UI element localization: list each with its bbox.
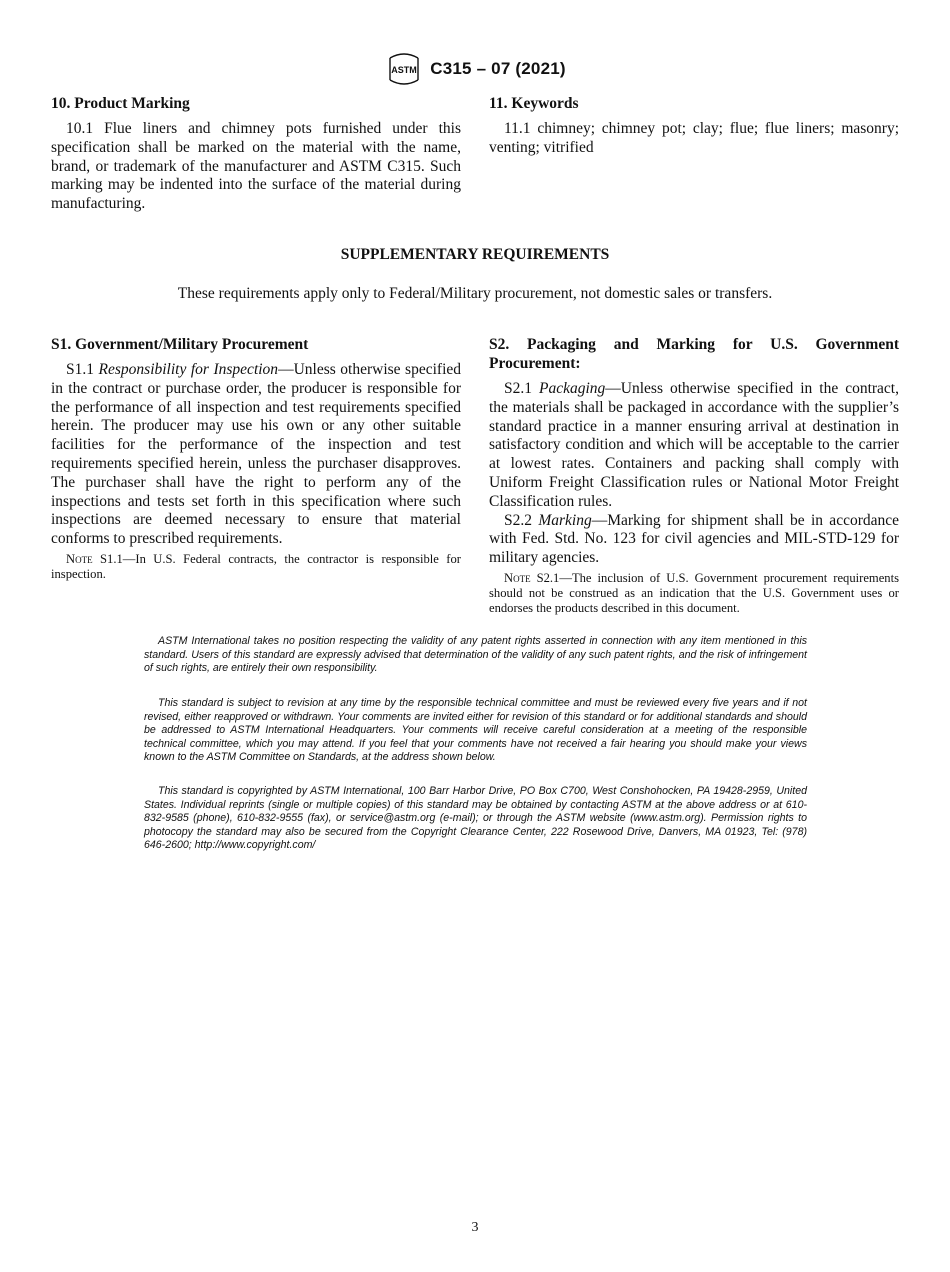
section-s2-title: S2. Packaging and Marking for U.S. Government Procurement: [489, 336, 899, 372]
note-label: Note [504, 570, 531, 585]
page-header [0, 52, 950, 91]
s2-1-number: S2.1 [504, 380, 539, 397]
section-s2-para-2 [489, 512, 899, 568]
s2-2-number: S2.2 [504, 511, 539, 529]
svg-text:ASTM: ASTM [391, 65, 417, 75]
s1-1-number: S1.1 [66, 361, 99, 378]
s2-1-body: —Unless otherwise specified in the contract, the materials shall be packaged in accordance with the supplier’s standard practice in a manner ensuring arrival at destination in satisfactory condition and which will be acceptable to the carrier at lowest rates. Containers and packing shall comply with Uniform Freight Classification rules or National Motor Freight Classification rules. [489, 380, 899, 510]
section-11-para-1: 11.1 chimney; chimney pot; clay; flue; flue liners; masonry; venting; vitrified [489, 120, 899, 156]
section-s1-title: S1. Government/Military Procurement [51, 336, 309, 353]
section-10-title: 10. Product Marking [51, 95, 190, 112]
section-11 [489, 94, 899, 158]
s2-1-term: Packaging [539, 380, 606, 397]
section-11-title: 11. Keywords [489, 95, 579, 112]
section-s1 [51, 335, 461, 582]
disclaimer-patent: ASTM International takes no position respecting the validity of any patent rights asserted in connection with any item mentioned in this standard. Users of this standard are expressly advised that determination of the validity of any such patent rights, and the risk of infringement of such rights, are entirely their own responsibility. [144, 635, 807, 675]
section-s1-para-1 [51, 361, 461, 549]
note-s2-1 [489, 571, 899, 617]
disclaimer-copyright: This standard is copyrighted by ASTM International, 100 Barr Harbor Drive, PO Box C700, West Conshohocken, PA 19428-2959, United States. Individual reprints (single or multiple copies) of this standard may be obtained by contacting ASTM at the above address or at 610-832-9585 (phone), 610-832-9555 (fax), or service@astm.org (e-mail); or through the ASTM website (www.astm.org). Permission rights to photocopy the standard may also be secured from the Copyright Clearance Center, 222 Rosewood Drive, Danvers, MA 01923, Tel: (978) 646-2600; http://www.copyright.com/ [144, 785, 807, 852]
section-s2 [489, 335, 899, 617]
supplementary-title: SUPPLEMENTARY REQUIREMENTS [340, 246, 610, 263]
document-id: C315 – 07 (2021) [430, 59, 566, 78]
section-s2-para-1 [489, 380, 899, 512]
supplementary-subtitle: These requirements apply only to Federal/Military procurement, not domestic sales or transfers. [177, 285, 773, 302]
note-body: S1.1—In U.S. Federal contracts, the contractor is responsible for inspection. [51, 551, 461, 582]
section-10-para-1: 10.1 Flue liners and chimney pots furnished under this specification shall be marked on the material with the name, brand, or trademark of the manufacturer and ASTM C315. Such marking may be indented into the surface of the material during manufacturing. [51, 120, 461, 213]
s2-2-term: Marking [538, 511, 592, 529]
s1-1-body: —Unless otherwise specified in the contract or purchase order, the producer is responsible for the performance of all inspection and test requirements specified herein. The producer may use his own or any other suitable facilities for the performance of the inspection and test requirements specified herein, unless the purchaser disapproves. The purchaser shall have the right to perform any of the inspections and tests set forth in this specification where such inspections are deemed necessary to ensure that material conforms to prescribed requirements. [51, 361, 462, 548]
astm-logo-icon [384, 52, 424, 86]
disclaimer-revision: This standard is subject to revision at any time by the responsible technical committee and must be reviewed every five years and if not revised, either reapproved or withdrawn. Your comments are invited either for revision of this standard or for additional standards and should be addressed to ASTM International Headquarters. Your comments will receive careful consideration at a meeting of the responsible technical committee, which you may attend. If you feel that your comments have not received a fair hearing you should make your views known to the ASTM Committee on Standards, at the address shown below. [144, 697, 807, 764]
s1-1-term: Responsibility for Inspection [98, 361, 279, 378]
s2-2-body: —Marking for shipment shall be in accordance with Fed. Std. No. 123 for civil agencies and MIL-STD-129 for military agencies. [489, 511, 899, 567]
note-s1-1 [51, 552, 461, 582]
note-label: Note [66, 551, 93, 566]
section-10 [51, 94, 461, 214]
page-number: 3 [471, 1220, 479, 1235]
note-body: S2.1—The inclusion of U.S. Government procurement requirements should not be construed as an indication that the U.S. Government uses or endorses the products described in this document. [489, 570, 899, 616]
